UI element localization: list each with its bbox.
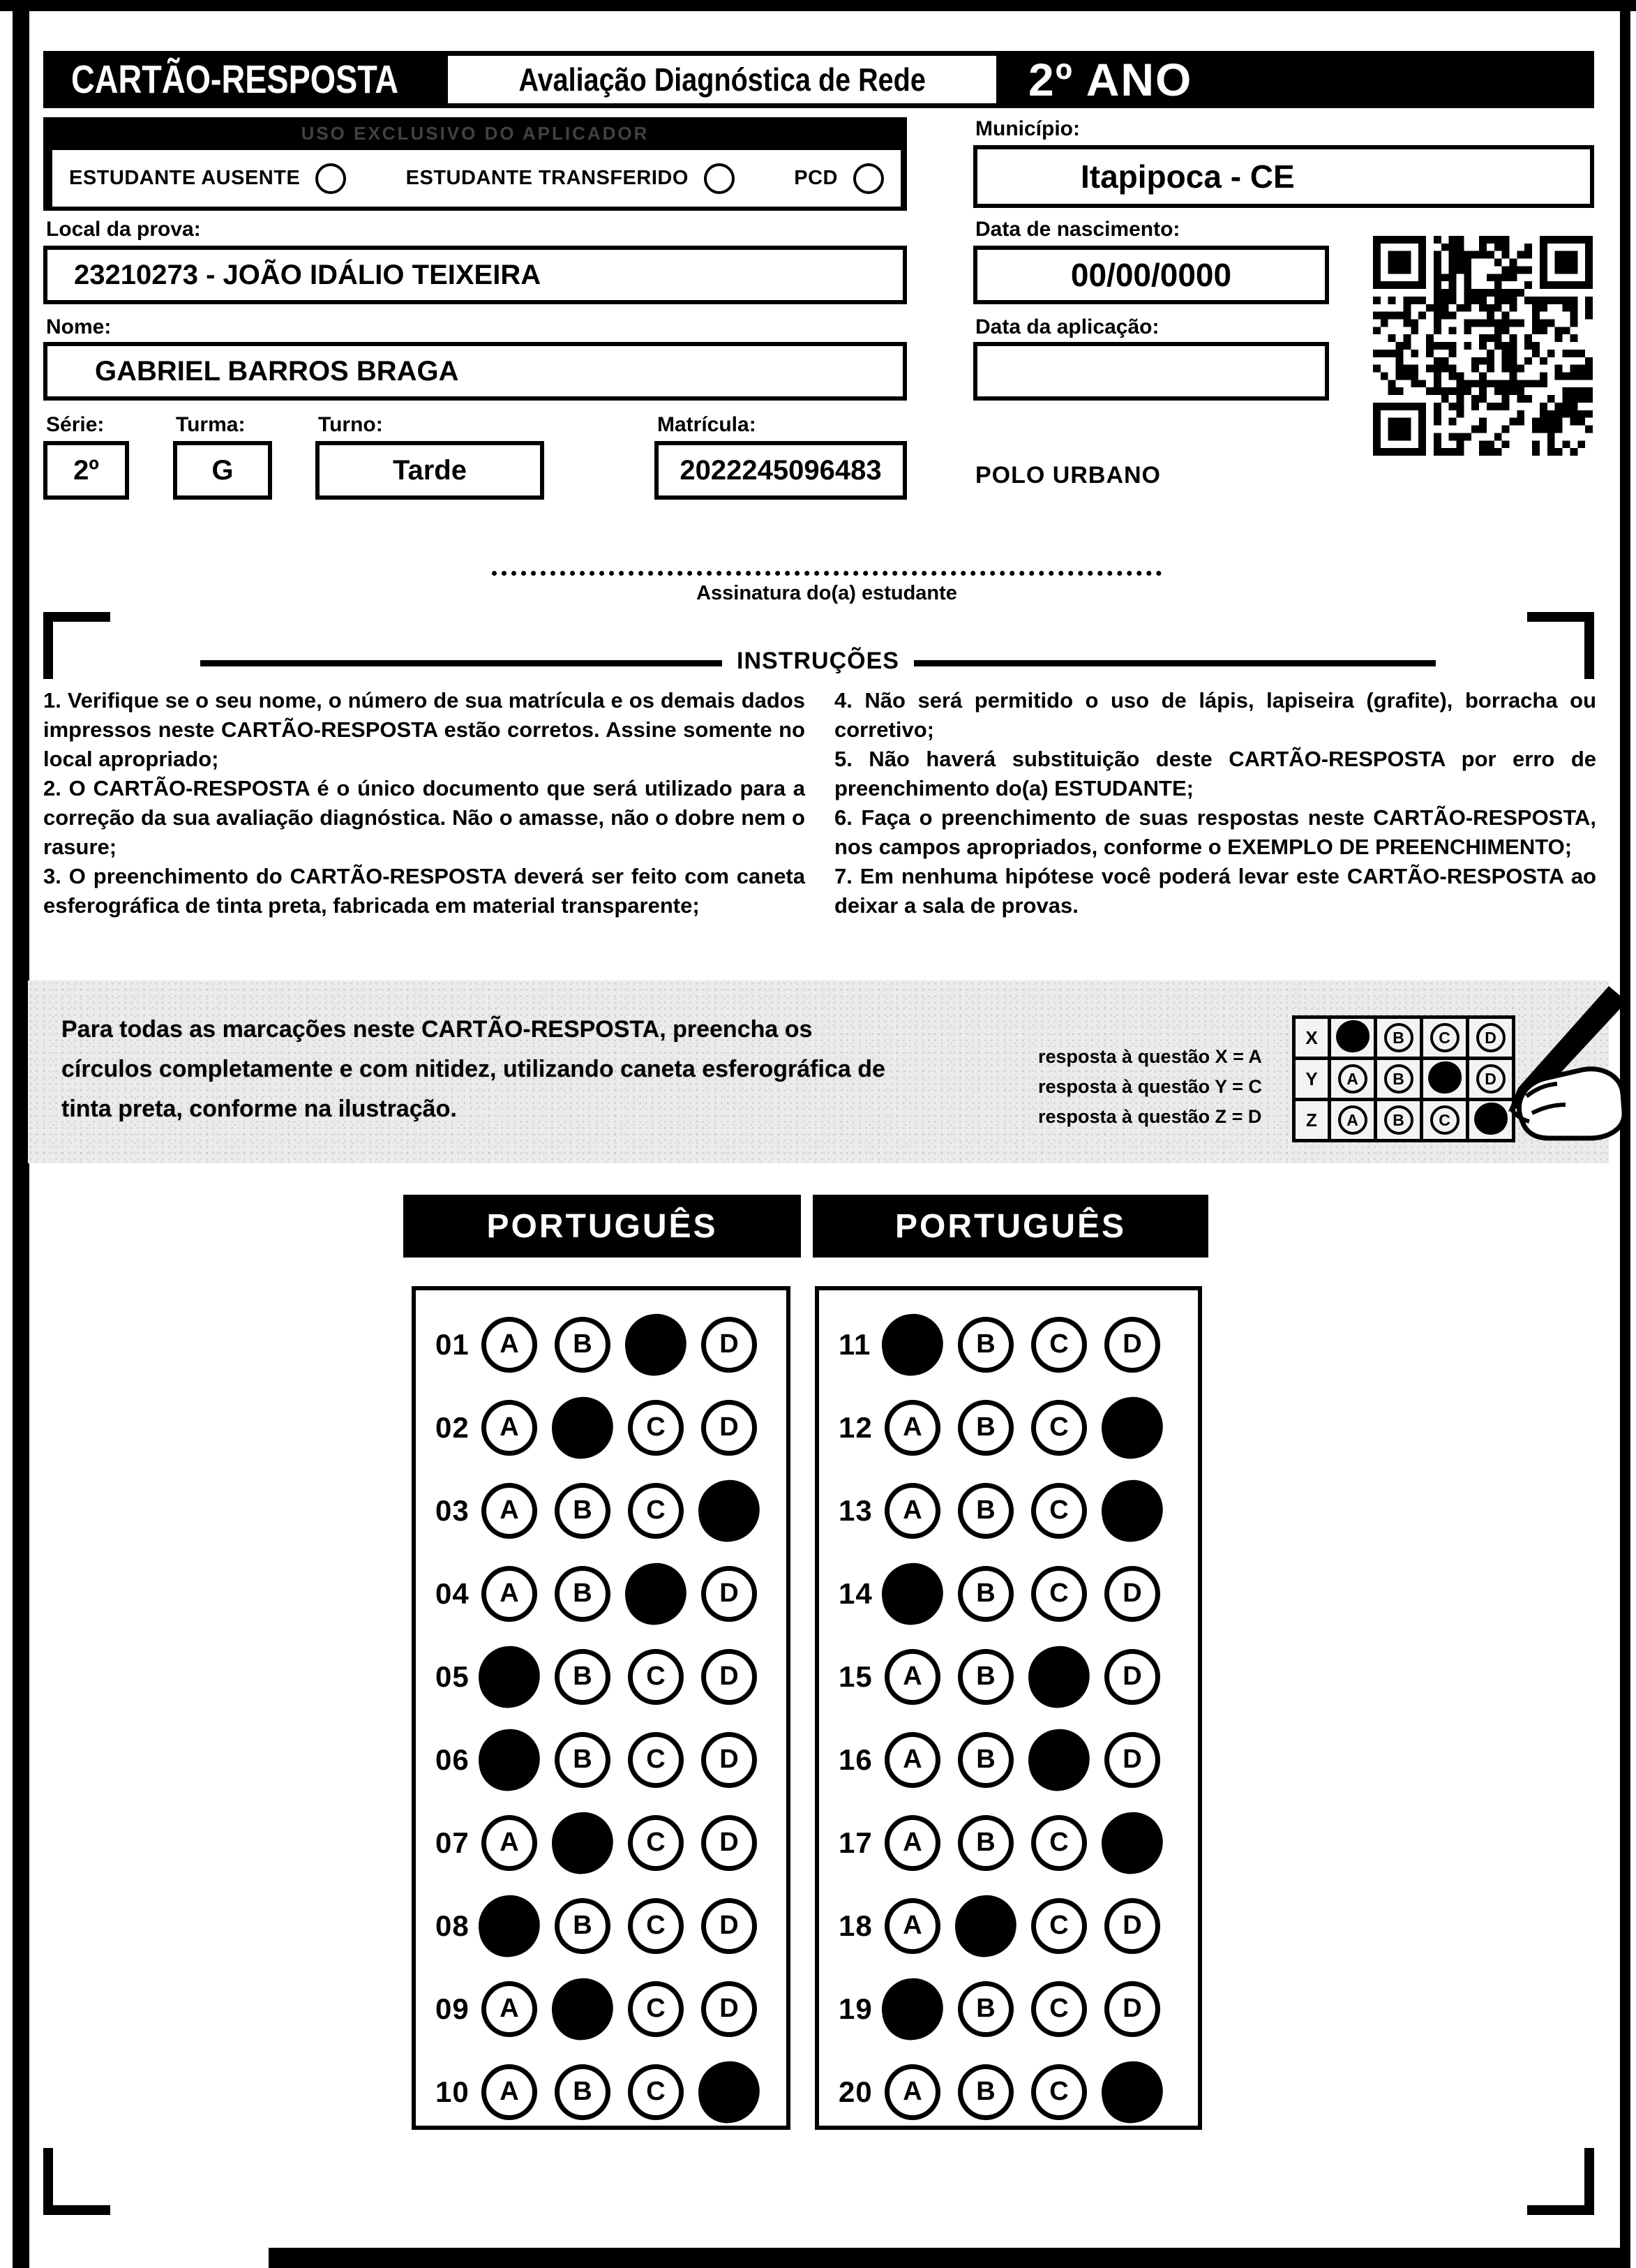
question-row	[416, 1552, 786, 1635]
example-bubble: D	[1476, 1023, 1506, 1052]
answer-bubble-filled[interactable]	[548, 1393, 617, 1462]
example-legend-line: resposta à questão X = A	[1038, 1046, 1262, 1067]
applicator-options	[52, 150, 901, 207]
answer-bubble[interactable]: C	[628, 1732, 684, 1788]
answer-bubble-filled[interactable]	[548, 1808, 617, 1877]
answer-bubble-filled[interactable]	[951, 1891, 1020, 1960]
question-row	[819, 1469, 1198, 1552]
question-row	[416, 1801, 786, 1884]
aplicacao-label: Data da aplicação:	[975, 315, 1160, 338]
answer-bubble-filled[interactable]	[878, 1310, 947, 1379]
turno-value-box: Tarde	[315, 441, 544, 500]
answer-bubble[interactable]: A	[481, 2064, 537, 2120]
crop-mark-bottom-right	[1527, 2148, 1594, 2215]
name-label: Nome:	[46, 315, 112, 338]
question-row	[416, 1303, 786, 1386]
municipio-label: Município:	[975, 117, 1080, 140]
answer-bubble-filled[interactable]	[1097, 1808, 1166, 1877]
answer-bubble[interactable]: C	[628, 2064, 684, 2120]
question-row	[819, 1884, 1198, 1967]
answer-bubble[interactable]: A	[885, 1732, 940, 1788]
answer-bubble[interactable]: B	[958, 1566, 1014, 1622]
example-bubble: C	[1430, 1105, 1459, 1135]
answer-bubble[interactable]: C	[1031, 1981, 1087, 2037]
question-row	[416, 1884, 786, 1967]
example-row-label: Z	[1294, 1100, 1330, 1141]
question-row	[819, 1303, 1198, 1386]
example-cell	[1330, 1100, 1376, 1141]
question-number: 11	[839, 1327, 871, 1361]
serie-label: Série:	[46, 413, 105, 436]
answer-bubble[interactable]: A	[885, 1483, 940, 1539]
answer-bubble[interactable]: B	[555, 1732, 610, 1788]
example-bubble: B	[1384, 1064, 1413, 1094]
answer-bubble-filled[interactable]	[474, 1725, 543, 1794]
applicator-section	[43, 117, 907, 211]
applicator-option-circle[interactable]	[853, 163, 884, 194]
example-legend-line: resposta à questão Z = D	[1038, 1106, 1262, 1127]
answer-bubble-filled[interactable]	[1097, 2057, 1166, 2126]
applicator-option-circle[interactable]	[704, 163, 735, 194]
answer-bubble-filled[interactable]	[878, 1559, 947, 1628]
applicator-option-label: ESTUDANTE TRANSFERIDO	[405, 167, 689, 189]
answer-bubble[interactable]: C	[1031, 1483, 1087, 1539]
answer-bubble[interactable]: C	[628, 1815, 684, 1871]
instruction-item: 4. Não será permitido o uso de lápis, lapiseira (grafite), borracha ou corretivo;	[834, 688, 1596, 742]
polo-label: POLO URBANO	[975, 462, 1161, 488]
instruction-item: 5. Não haverá substituição deste CARTÃO-RESPOSTA por erro de preenchimento do(a) ESTUDANTE;	[834, 747, 1596, 800]
question-number: 18	[839, 1909, 873, 1942]
page-border-top	[0, 0, 1636, 11]
answer-bubble[interactable]: D	[1104, 1898, 1160, 1954]
applicator-option-circle[interactable]	[315, 163, 346, 194]
answer-bubble[interactable]: D	[1104, 1981, 1160, 2037]
local-label: Local da prova:	[46, 218, 201, 241]
question-row	[819, 1386, 1198, 1469]
example-cell	[1376, 1017, 1422, 1059]
answer-bubble[interactable]: A	[885, 1400, 940, 1456]
turno-label: Turno:	[318, 413, 383, 436]
applicator-option	[69, 163, 346, 194]
example-bubble: C	[1430, 1023, 1459, 1052]
page-border-bottom	[269, 2248, 1630, 2268]
example-cell	[1330, 1017, 1376, 1059]
question-number: 01	[435, 1327, 470, 1361]
question-number: 07	[435, 1826, 470, 1859]
municipio-value-box: Itapipoca - CE	[973, 145, 1594, 208]
question-row	[416, 1386, 786, 1469]
example-row-label: Y	[1294, 1059, 1330, 1100]
answer-bubble-filled[interactable]	[474, 1891, 543, 1960]
nascimento-value-box: 00/00/0000	[973, 246, 1329, 304]
answer-bubble[interactable]: D	[701, 1566, 757, 1622]
instructions-right	[834, 686, 1596, 920]
nascimento-label: Data de nascimento:	[975, 218, 1180, 241]
answer-bubble[interactable]: A	[885, 1649, 940, 1705]
question-number: 02	[435, 1410, 470, 1444]
question-number: 10	[435, 2075, 470, 2108]
example-cell	[1376, 1059, 1422, 1100]
answer-bubble[interactable]: C	[1031, 2064, 1087, 2120]
answer-bubble[interactable]: A	[481, 1483, 537, 1539]
answer-bubble[interactable]: B	[958, 1483, 1014, 1539]
answer-bubble[interactable]: A	[481, 1400, 537, 1456]
instructions-left	[43, 686, 805, 920]
answer-bubble[interactable]: C	[1031, 1400, 1087, 1456]
answer-bubble-filled[interactable]	[1024, 1725, 1093, 1794]
page-border-left	[13, 0, 29, 2268]
answer-bubble[interactable]: B	[958, 1732, 1014, 1788]
aplicacao-value-box	[973, 342, 1329, 401]
section-header-portugues-1: PORTUGUÊS	[403, 1195, 801, 1258]
question-number: 05	[435, 1659, 470, 1693]
question-number: 19	[839, 1992, 873, 2025]
answer-bubble-filled[interactable]	[474, 1642, 543, 1711]
example-bubble: B	[1384, 1105, 1413, 1135]
applicator-option-label: PCD	[794, 167, 838, 189]
answer-bubble[interactable]: B	[958, 1815, 1014, 1871]
answer-bubble[interactable]: D	[1104, 1732, 1160, 1788]
answer-bubble[interactable]: B	[555, 1566, 610, 1622]
question-number: 20	[839, 2075, 873, 2108]
instruction-item: 2. O CARTÃO-RESPOSTA é o único documento que será utilizado para a correção da sua avaliação diagnóstica. Não o amasse, não o dobre nem o rasure;	[43, 776, 805, 859]
question-row	[819, 2050, 1198, 2133]
answer-bubble[interactable]: B	[958, 1981, 1014, 2037]
fill-note-line: círculos completamente e com nitidez, utilizando caneta esferográfica de	[61, 1056, 885, 1082]
crop-mark-bottom-left	[43, 2148, 110, 2215]
answer-bubble[interactable]: B	[555, 1483, 610, 1539]
answer-bubble[interactable]: A	[481, 1981, 537, 2037]
answer-bubble[interactable]: D	[701, 1649, 757, 1705]
answer-bubble[interactable]: D	[701, 1815, 757, 1871]
question-number: 16	[839, 1743, 873, 1776]
answer-bubble[interactable]: A	[481, 1566, 537, 1622]
answer-bubble[interactable]: D	[701, 1317, 757, 1373]
answer-bubble[interactable]: A	[885, 1815, 940, 1871]
answers-grid-1	[815, 1286, 1202, 2130]
header-bar	[43, 51, 1594, 108]
answer-bubble[interactable]: B	[958, 1317, 1014, 1373]
matricula-value-box: 2022245096483	[654, 441, 907, 500]
question-row	[416, 1469, 786, 1552]
answer-bubble-filled[interactable]	[548, 1974, 617, 2043]
question-number: 13	[839, 1493, 873, 1527]
question-row	[819, 1635, 1198, 1718]
fill-note-line: tinta preta, conforme na ilustração.	[61, 1096, 457, 1122]
answer-bubble[interactable]: D	[701, 1732, 757, 1788]
question-row	[819, 1718, 1198, 1801]
fill-note-line: Para todas as marcações neste CARTÃO-RESPOSTA, preencha os	[61, 1016, 813, 1043]
qr-code	[1373, 236, 1593, 456]
example-cell	[1376, 1100, 1422, 1141]
answer-bubble-filled[interactable]	[694, 1476, 763, 1545]
answer-bubble[interactable]: C	[628, 1898, 684, 1954]
exam-title-box	[448, 56, 996, 103]
question-number: 08	[435, 1909, 470, 1942]
answer-bubble[interactable]: C	[628, 1649, 684, 1705]
question-number: 14	[839, 1576, 873, 1610]
example-bubble: A	[1338, 1064, 1367, 1094]
exam-title: Avaliação Diagnóstica de Rede	[518, 61, 926, 98]
answer-bubble[interactable]: B	[555, 1317, 610, 1373]
question-row	[416, 1718, 786, 1801]
answer-bubble[interactable]: C	[628, 1483, 684, 1539]
question-row	[416, 2050, 786, 2133]
answer-bubble[interactable]: C	[1031, 1815, 1087, 1871]
answer-bubble[interactable]: C	[1031, 1317, 1087, 1373]
applicator-option	[406, 163, 735, 194]
answer-bubble[interactable]: A	[481, 1317, 537, 1373]
answer-bubble[interactable]: B	[555, 1898, 610, 1954]
example-legend-line: resposta à questão Y = C	[1038, 1076, 1262, 1097]
example-legend	[1038, 1042, 1262, 1132]
question-row	[819, 1967, 1198, 2050]
question-number: 09	[435, 1992, 470, 2025]
fill-example-band	[28, 980, 1609, 1163]
question-number: 03	[435, 1493, 470, 1527]
answer-bubble[interactable]: D	[1104, 1317, 1160, 1373]
turma-value-box: G	[173, 441, 272, 500]
turma-label: Turma:	[176, 413, 246, 436]
instructions-title: INSTRUÇÕES	[737, 648, 899, 674]
section-header-portugues-2: PORTUGUÊS	[813, 1195, 1208, 1258]
answer-bubble[interactable]: C	[628, 1981, 684, 2037]
answer-bubble[interactable]: D	[701, 1898, 757, 1954]
question-row	[819, 1552, 1198, 1635]
answer-bubble[interactable]: B	[958, 1649, 1014, 1705]
answer-bubble[interactable]: D	[1104, 1649, 1160, 1705]
answer-bubble[interactable]: C	[628, 1400, 684, 1456]
name-value-box: GABRIEL BARROS BRAGA	[43, 342, 907, 401]
answer-bubble-filled[interactable]	[621, 1559, 690, 1628]
answer-bubble[interactable]: B	[958, 2064, 1014, 2120]
card-title: CARTÃO-RESPOSTA	[71, 57, 399, 102]
local-value-box: 23210273 - JOÃO IDÁLIO TEIXEIRA	[43, 246, 907, 304]
answer-bubble[interactable]: B	[555, 2064, 610, 2120]
answer-bubble-filled[interactable]	[1097, 1476, 1166, 1545]
example-bubble: B	[1384, 1023, 1413, 1052]
instruction-item: 1. Verifique se o seu nome, o número de sua matrícula e os demais dados impressos neste CARTÃO-RESPOSTA estão corretos. Assine somente no local apropriado;	[43, 688, 805, 771]
example-row-label: X	[1294, 1017, 1330, 1059]
instruction-item: 7. Em nenhuma hipótese você poderá levar este CARTÃO-RESPOSTA ao deixar a sala de provas.	[834, 864, 1596, 918]
serie-value-box: 2º	[43, 441, 129, 500]
answer-bubble-filled[interactable]	[1024, 1642, 1093, 1711]
applicator-option	[794, 163, 884, 194]
example-bubble: D	[1476, 1064, 1506, 1094]
grade-label: 2º ANO	[1028, 54, 1193, 105]
example-cell	[1330, 1059, 1376, 1100]
applicator-option-label: ESTUDANTE AUSENTE	[69, 167, 301, 189]
signature-label: Assinatura do(a) estudante	[696, 582, 957, 604]
fill-instructions-note	[61, 1010, 885, 1129]
question-row	[416, 1967, 786, 2050]
question-number: 06	[435, 1743, 470, 1776]
answer-bubble-filled[interactable]	[621, 1310, 690, 1379]
answer-bubble[interactable]: D	[1104, 1566, 1160, 1622]
answer-bubble[interactable]: D	[701, 1981, 757, 2037]
answer-bubble[interactable]: A	[885, 1898, 940, 1954]
question-number: 15	[839, 1659, 873, 1693]
question-row	[416, 1635, 786, 1718]
example-bubble-filled	[1334, 1018, 1371, 1054]
hand-with-pen-icon	[1444, 985, 1636, 1161]
answer-bubble-filled[interactable]	[878, 1974, 947, 2043]
answer-bubble[interactable]: A	[481, 1815, 537, 1871]
answer-bubble[interactable]: B	[958, 1400, 1014, 1456]
instruction-item: 6. Faça o preenchimento de suas respostas neste CARTÃO-RESPOSTA, nos campos apropriados, conforme o EXEMPLO DE PREENCHIMENTO;	[834, 805, 1596, 859]
answer-bubble[interactable]: B	[555, 1649, 610, 1705]
applicator-bar-label: USO EXCLUSIVO DO APLICADOR	[301, 123, 650, 144]
question-number: 12	[839, 1410, 873, 1444]
question-number: 17	[839, 1826, 873, 1859]
question-row	[819, 1801, 1198, 1884]
answer-bubble[interactable]: C	[1031, 1566, 1087, 1622]
instruction-item: 3. O preenchimento do CARTÃO-RESPOSTA deverá ser feito com caneta esferográfica de tinta preta, fabricada em material transparente;	[43, 864, 805, 918]
answer-bubble[interactable]: A	[885, 2064, 940, 2120]
answer-bubble[interactable]: D	[701, 1400, 757, 1456]
answer-bubble-filled[interactable]	[694, 2057, 763, 2126]
answer-bubble-filled[interactable]	[1097, 1393, 1166, 1462]
answer-bubble[interactable]: C	[1031, 1898, 1087, 1954]
example-bubble: A	[1338, 1105, 1367, 1135]
matricula-label: Matrícula:	[657, 413, 756, 436]
signature-line[interactable]	[492, 571, 1162, 576]
question-number: 04	[435, 1576, 470, 1610]
answers-grid-0	[412, 1286, 790, 2130]
